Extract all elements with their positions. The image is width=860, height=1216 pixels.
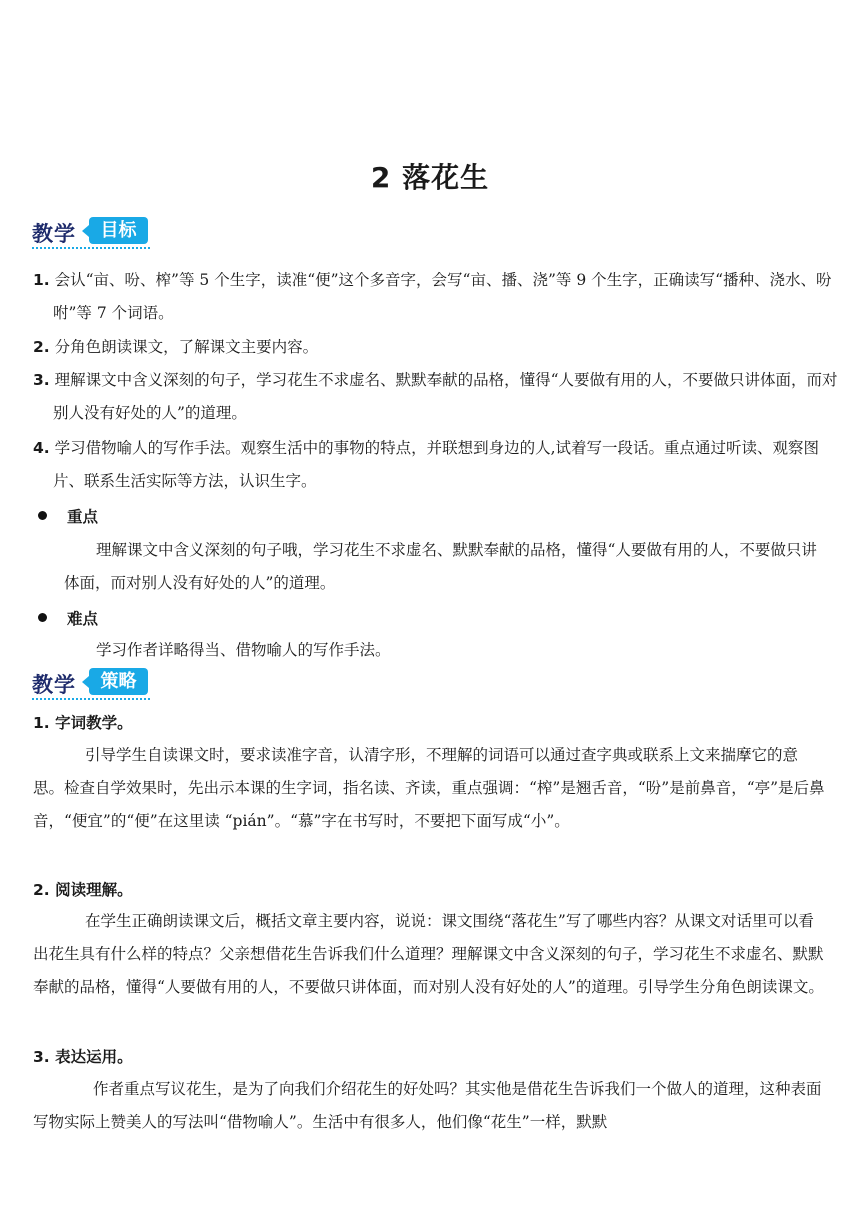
- goal-number: 1.: [33, 271, 50, 289]
- strategy-1-text: 引导学生自读课文时，要求读准字音，认清字形，不理解的词语可以通过查字典或联系上文来揣摩它的意思。检查自学效果时，先出示本课的生字词，指名读、齐读，重点强调：“榨”是翘舌音，“吩”是前鼻音，“亭”是后鼻音，“便宜”的“便”在这里读 “pián”。“慕”字在书写时，不要把下面写成“小”。: [33, 746, 825, 830]
- difficulty-heading: [38, 607, 98, 629]
- goal-item-3: [33, 364, 848, 430]
- goal-item-4: [33, 432, 848, 498]
- strategy-3-title: 3. 表达运用。: [33, 1048, 133, 1066]
- bullet-icon: [38, 613, 47, 622]
- key-point-heading: [38, 505, 98, 527]
- strategy-section-header: [32, 667, 152, 701]
- goal-text: 理解课文中含义深刻的句子，学习花生不求虚名、默默奉献的品格，懂得“人要做有用的人，不要做只讲体面，而对别人没有好处的人”的道理。: [53, 371, 838, 422]
- key-point-label: 重点: [67, 508, 99, 526]
- strategy-1-title: 1. 字词教学。: [33, 714, 133, 732]
- strategy-header-tag: 策略: [89, 668, 148, 695]
- lesson-title: 2 落花生: [370, 161, 490, 194]
- strategy-2-text: 在学生正确朗读课文后，概括文章主要内容，说说：课文围绕“落花生”写了哪些内容？从课文对话里可以看出花生具有什么样的特点？父亲想借花生告诉我们什么道理？理解课文中含义深刻的句子，学习花生不求虚名、默默奉献的品格，懂得“人要做有用的人，不要做只讲体面，而对别人没有好处的人”的道理。引导学生分角色朗读课文。: [33, 912, 824, 996]
- goals-header-tag: 目标: [89, 217, 148, 244]
- dotted-divider: [32, 247, 150, 249]
- key-point-text: 理解课文中含义深刻的句子哦，学习花生不求虚名、默默奉献的品格，懂得“人要做有用的人，不要做只讲体面，而对别人没有好处的人”的道理。: [64, 541, 817, 592]
- goal-text: 学习借物喻人的写作手法。观察生活中的事物的特点，并联想到身边的人,试着写一段话。重点通过听读、观察图片、联系生活实际等方法，认识生字。: [53, 439, 820, 490]
- goal-text: 会认“亩、吩、榨”等 5 个生字，读准“便”这个多音字，会写“亩、播、浇”等 9 个生字，正确读写“播种、浇水、吩咐”等 7 个词语。: [53, 271, 832, 322]
- difficulty-label: 难点: [67, 610, 99, 628]
- difficulty-text: 学习作者详略得当、借物喻人的写作手法。: [96, 641, 391, 659]
- goal-number: 3.: [33, 371, 50, 389]
- goals-section-header: [32, 216, 152, 250]
- goal-number: 2.: [33, 338, 50, 356]
- dotted-divider: [32, 698, 150, 700]
- goal-number: 4.: [33, 439, 50, 457]
- goal-item-2: [33, 331, 848, 364]
- bullet-icon: [38, 511, 47, 520]
- strategy-3-text: 作者重点写议花生，是为了向我们介绍花生的好处吗？其实他是借花生告诉我们一个做人的道理，这种表面写物实际上赞美人的写法叫“借物喻人”。生活中有很多人，他们像“花生”一样，默默: [33, 1080, 822, 1131]
- goal-item-1: [33, 264, 848, 330]
- goal-text: 分角色朗读课文，了解课文主要内容。: [54, 338, 319, 356]
- goals-header-lead: 教学: [32, 222, 76, 246]
- strategy-2-title: 2. 阅读理解。: [33, 881, 133, 899]
- strategy-header-lead: 教学: [32, 673, 76, 697]
